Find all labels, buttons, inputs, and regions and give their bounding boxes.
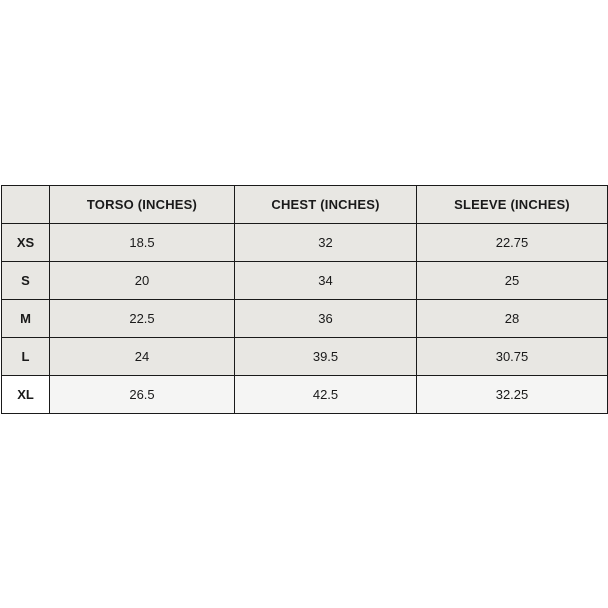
sleeve-header: SLEEVE (INCHES) <box>417 186 608 224</box>
size-label: S <box>2 262 50 300</box>
chest-value: 34 <box>235 262 417 300</box>
torso-value: 22.5 <box>50 300 235 338</box>
sleeve-value: 32.25 <box>417 376 608 414</box>
chest-value: 42.5 <box>235 376 417 414</box>
torso-value: 18.5 <box>50 224 235 262</box>
sleeve-value: 25 <box>417 262 608 300</box>
table-row <box>2 262 608 300</box>
table-row <box>2 224 608 262</box>
torso-value: 20 <box>50 262 235 300</box>
chest-header: CHEST (INCHES) <box>235 186 417 224</box>
size-chart-table <box>1 185 608 414</box>
size-label: XL <box>2 376 50 414</box>
table-row <box>2 376 608 414</box>
sleeve-value: 22.75 <box>417 224 608 262</box>
torso-value: 26.5 <box>50 376 235 414</box>
chest-value: 32 <box>235 224 417 262</box>
size-label: M <box>2 300 50 338</box>
sleeve-value: 28 <box>417 300 608 338</box>
torso-value: 24 <box>50 338 235 376</box>
table-row <box>2 338 608 376</box>
header-row <box>2 186 608 224</box>
size-label: L <box>2 338 50 376</box>
chest-value: 39.5 <box>235 338 417 376</box>
table-row <box>2 300 608 338</box>
size-label: XS <box>2 224 50 262</box>
torso-header: TORSO (INCHES) <box>50 186 235 224</box>
chest-value: 36 <box>235 300 417 338</box>
corner-cell <box>2 186 50 224</box>
sleeve-value: 30.75 <box>417 338 608 376</box>
